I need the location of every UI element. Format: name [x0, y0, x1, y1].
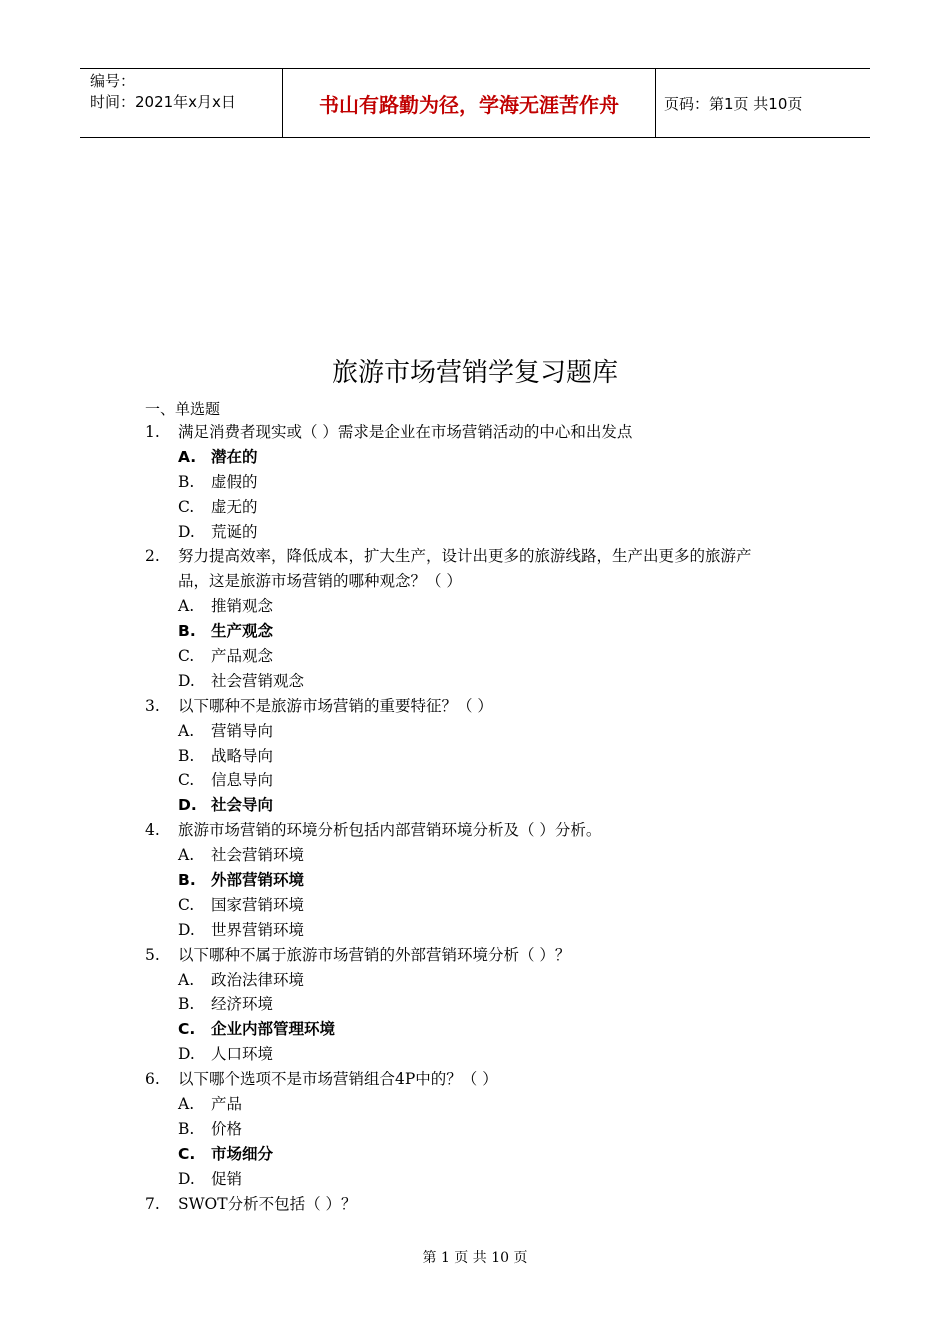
answer-option-correct — [0, 445, 950, 470]
header-motto: 书山有路勤为径，学海无涯苦作舟 — [282, 69, 656, 137]
option-text: 世界营销环境 — [211, 920, 305, 939]
option-text: 社会营销环境 — [211, 846, 305, 865]
header-date: 时间：2021年x月x日 — [90, 93, 236, 111]
option-letter: A. — [178, 597, 195, 616]
question-text: 以下哪种不属于旅游市场营销的外部营销环境分析（ ）？ — [178, 945, 571, 964]
option-text: 推销观念 — [211, 597, 274, 616]
answer-option — [0, 644, 950, 669]
answer-option — [0, 1042, 950, 1067]
question-text: 努力提高效率，降低成本，扩大生产，设计出更多的旅游线路，生产出更多的旅游产 — [178, 547, 752, 566]
option-text: 价格 — [211, 1119, 243, 1138]
question-number: 5. — [145, 945, 160, 964]
option-text: 促销 — [211, 1169, 243, 1188]
option-text: 市场细分 — [211, 1144, 274, 1163]
option-text: 社会导向 — [211, 796, 274, 815]
answer-option-correct — [0, 1017, 950, 1042]
answer-option-correct — [0, 619, 950, 644]
option-letter: B. — [178, 995, 195, 1014]
option-text: 信息导向 — [211, 771, 274, 790]
option-text: 企业内部管理环境 — [211, 1020, 336, 1039]
option-letter: A. — [178, 1095, 195, 1114]
option-letter: B. — [178, 871, 196, 890]
option-letter: B. — [178, 622, 196, 641]
question-text-continued — [0, 569, 950, 594]
answer-option — [0, 1167, 950, 1192]
option-letter: D. — [178, 920, 195, 939]
answer-option — [0, 1117, 950, 1142]
question-text: SWOT分析不包括（ ）？ — [178, 1194, 357, 1213]
document-title: 旅游市场营销学复习题库 — [331, 358, 618, 388]
option-text: 外部营销环境 — [211, 871, 305, 890]
answer-option — [0, 968, 950, 993]
question-2 — [0, 544, 950, 569]
answer-option — [0, 594, 950, 619]
option-letter: B. — [178, 472, 195, 491]
question-6 — [0, 1067, 950, 1092]
question-number: 1. — [145, 423, 160, 441]
option-letter: C. — [178, 771, 195, 790]
answer-option — [0, 744, 950, 769]
option-text: 经济环境 — [211, 995, 274, 1014]
option-text: 人口环境 — [211, 1045, 274, 1064]
page-footer: 第 1 页 共 10 页 — [422, 1250, 528, 1266]
question-list — [0, 420, 950, 1217]
answer-option-correct — [0, 868, 950, 893]
question-number: 4. — [145, 821, 160, 840]
option-text: 产品 — [211, 1095, 243, 1114]
option-text: 国家营销环境 — [211, 895, 305, 914]
option-letter: C. — [178, 647, 195, 666]
question-number: 6. — [145, 1070, 160, 1089]
option-letter: D. — [178, 522, 195, 541]
option-letter: B. — [178, 746, 195, 765]
question-1 — [0, 420, 950, 445]
option-letter: B. — [178, 1119, 195, 1138]
option-letter: D. — [178, 1169, 195, 1188]
question-text: 以下哪种不是旅游市场营销的重要特征？（ ） — [178, 696, 493, 715]
option-letter: D. — [178, 796, 197, 815]
answer-option — [0, 1092, 950, 1117]
answer-option — [0, 893, 950, 918]
answer-option — [0, 669, 950, 694]
option-text: 营销导向 — [211, 721, 274, 740]
question-text: 以下哪个选项不是市场营销组合4P中的？（ ） — [178, 1070, 498, 1089]
option-letter: A. — [178, 846, 195, 865]
question-text: 品，这是旅游市场营销的哪种观念？（ ） — [178, 572, 462, 591]
option-text: 荒诞的 — [211, 522, 258, 541]
option-letter: D. — [178, 671, 195, 690]
answer-option — [0, 918, 950, 943]
option-letter: C. — [178, 895, 195, 914]
question-number: 3. — [145, 696, 160, 715]
option-letter: D. — [178, 1045, 195, 1064]
section-heading: 一、单选题 — [145, 400, 221, 418]
option-text: 政治法律环境 — [211, 970, 305, 989]
option-letter: C. — [178, 1144, 196, 1163]
option-text: 生产观念 — [211, 622, 274, 641]
option-letter: C. — [178, 1020, 196, 1039]
option-text: 产品观念 — [211, 647, 274, 666]
header-meta — [80, 69, 282, 137]
page-header — [80, 68, 870, 138]
option-letter: A. — [178, 447, 197, 466]
answer-option — [0, 495, 950, 520]
answer-option — [0, 992, 950, 1017]
question-4 — [0, 818, 950, 843]
question-text: 旅游市场营销的环境分析包括内部营销环境分析及（ ）分析。 — [178, 821, 602, 840]
question-text: 满足消费者现实或（ ）需求是企业在市场营销活动的中心和出发点 — [178, 423, 633, 441]
option-text: 战略导向 — [211, 746, 274, 765]
question-number: 7. — [145, 1194, 160, 1213]
answer-option — [0, 470, 950, 495]
question-3 — [0, 694, 950, 719]
question-5 — [0, 943, 950, 968]
answer-option-correct — [0, 1142, 950, 1167]
option-letter: A. — [178, 970, 195, 989]
question-7 — [0, 1192, 950, 1217]
question-number: 2. — [145, 547, 160, 566]
answer-option — [0, 768, 950, 793]
answer-option — [0, 843, 950, 868]
option-letter: A. — [178, 721, 195, 740]
option-text: 潜在的 — [211, 447, 258, 466]
answer-option — [0, 520, 950, 545]
option-letter: C. — [178, 497, 195, 516]
option-text: 虚假的 — [211, 472, 258, 491]
answer-option — [0, 719, 950, 744]
header-page-number: 页码：第1页 共10页 — [664, 94, 803, 113]
answer-option-correct — [0, 793, 950, 818]
option-text: 虚无的 — [211, 497, 258, 516]
option-text: 社会营销观念 — [211, 671, 305, 690]
header-serial-label: 编号： — [90, 72, 136, 90]
